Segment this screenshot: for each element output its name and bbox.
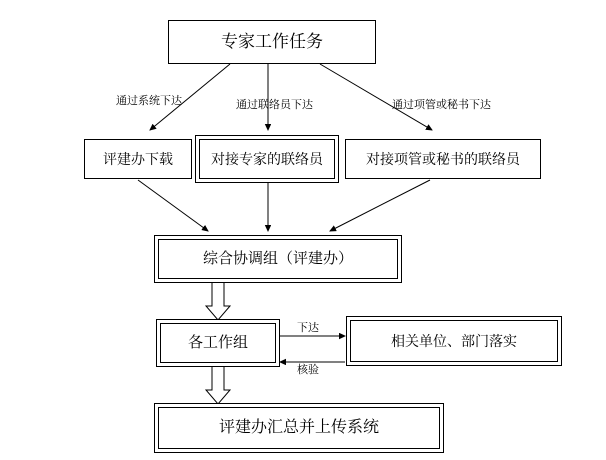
edge-label-via-system: 通过系统下达 xyxy=(116,95,182,107)
node-expert-liaison[interactable] xyxy=(199,139,335,179)
node-label: 对接项管或秘书的联络员 xyxy=(366,150,520,167)
node-label: 综合协调组（评建办） xyxy=(202,250,353,268)
node-label: 对接专家的联络员 xyxy=(211,150,323,167)
node-summary-upload-system[interactable] xyxy=(158,407,440,449)
node-label: 专家工作任务 xyxy=(221,32,323,52)
node-expert-work-task[interactable] xyxy=(168,20,376,64)
edge-label-verify: 核验 xyxy=(297,364,319,376)
node-evaluation-office-download[interactable] xyxy=(84,139,192,179)
node-label: 各工作组 xyxy=(187,334,248,352)
node-related-units-departments[interactable] xyxy=(350,320,558,362)
node-work-groups[interactable] xyxy=(160,323,276,363)
edge-label-assign: 下达 xyxy=(297,322,319,334)
node-label: 相关单位、部门落实 xyxy=(391,332,517,349)
edge-label-via-liaison: 通过联络员下达 xyxy=(236,99,313,111)
node-pm-secretary-liaison[interactable] xyxy=(345,139,541,179)
node-label: 评建办汇总并上传系统 xyxy=(218,418,379,436)
node-coordination-group[interactable] xyxy=(158,239,398,279)
node-label: 评建办下载 xyxy=(103,150,173,167)
edge-label-via-pm: 通过项管或秘书下达 xyxy=(392,99,491,111)
